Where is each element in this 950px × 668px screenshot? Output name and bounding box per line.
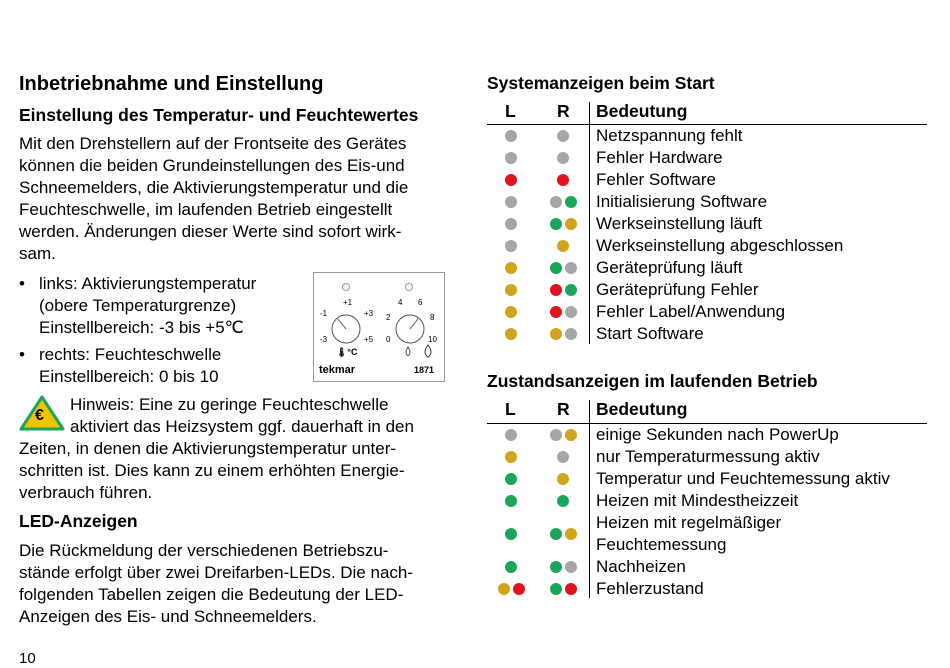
bullet-line: (obere Temperaturgrenze)	[39, 296, 237, 315]
left-yellow-led-icon	[505, 262, 517, 274]
intro-line: sam.	[19, 244, 56, 263]
left-green-led-icon	[505, 495, 517, 507]
dial-tick: 0	[386, 335, 391, 344]
right-grey-led-icon	[550, 196, 562, 208]
dial-tick: +1	[343, 298, 353, 307]
left-red-led-icon	[513, 583, 525, 595]
led-indicator-icon	[343, 284, 350, 291]
led-meaning: Fehler Hardware	[596, 148, 723, 167]
intro-line: Feuchteschwelle, im laufenden Betrieb eingestellt	[19, 200, 393, 219]
right-yellow-led-icon	[557, 240, 569, 252]
intro-line: werden. Änderungen dieser Werte sind sofort wirk-	[19, 222, 402, 241]
right-red-led-icon	[550, 284, 562, 296]
led-table-row	[487, 556, 927, 578]
left-red-led-icon	[505, 174, 517, 186]
bullet-line: links: Aktivierungstemperatur	[39, 274, 257, 293]
led-meaning: Werkseinstellung läuft	[596, 214, 762, 233]
led-table-row	[487, 147, 927, 169]
led-table-row	[487, 191, 927, 213]
led-paragraph	[19, 540, 454, 628]
led-meaning: nur Temperaturmessung aktiv	[596, 447, 820, 466]
table2-head-r: R	[557, 399, 570, 419]
left-grey-led-icon	[505, 130, 517, 142]
intro-paragraph	[19, 133, 454, 265]
led-table-row	[487, 235, 927, 257]
left-yellow-led-icon	[505, 306, 517, 318]
led-meaning: Netzspannung fehlt	[596, 126, 743, 145]
led-heading: LED-Anzeigen	[19, 511, 138, 531]
intro-line: Mit den Drehstellern auf der Frontseite des Gerätes	[19, 134, 407, 153]
led-line: stände erfolgt über zwei Dreifarben-LEDs. Die nach-	[19, 563, 414, 582]
table2-head-meaning: Bedeutung	[596, 399, 688, 419]
left-grey-led-icon	[505, 429, 517, 441]
intro-line: können die beiden Grundeinstellungen des Eis-und	[19, 156, 405, 175]
led-table-row	[487, 446, 927, 468]
right-red-led-icon	[557, 174, 569, 186]
notice-line: Zeiten, in denen die Aktivierungstemperatur unter-	[19, 439, 397, 458]
right-yellow-led-icon	[557, 473, 569, 485]
led-meaning: Geräteprüfung läuft	[596, 258, 743, 277]
led-table-row	[487, 424, 927, 446]
right-green-led-icon	[565, 284, 577, 296]
euro-symbol: €	[35, 407, 44, 424]
bullet-symbol: •	[19, 274, 25, 293]
led-meaning: Start Software	[596, 324, 704, 343]
brand-logo: tekmar	[319, 364, 356, 376]
right-yellow-led-icon	[565, 429, 577, 441]
bullet-right-dial	[19, 344, 309, 388]
page-number: 10	[19, 650, 36, 667]
led-meaning: Fehler Software	[596, 170, 716, 189]
right-grey-led-icon	[550, 429, 562, 441]
dial-tick: 10	[428, 335, 437, 344]
led-line: Anzeigen des Eis- und Schneemelders.	[19, 607, 317, 626]
led-meaning: Geräteprüfung Fehler	[596, 280, 759, 299]
dial-tick: +3	[364, 309, 374, 318]
model-number: 1871	[414, 365, 435, 375]
led-meaning: Heizen mit regelmäßiger	[596, 513, 782, 532]
led-table-row	[487, 468, 927, 490]
bullet-line: Einstellbereich: 0 bis 10	[39, 367, 219, 386]
left-grey-led-icon	[505, 152, 517, 164]
table1-head-l: L	[505, 101, 516, 121]
led-meaning: Nachheizen	[596, 557, 686, 576]
led-table-row	[487, 125, 927, 147]
bullet-symbol: •	[19, 345, 25, 364]
drop-small-icon	[406, 347, 410, 356]
right-green-led-icon	[565, 196, 577, 208]
right-yellow-led-icon	[565, 218, 577, 230]
table2-head-l: L	[505, 399, 516, 419]
led-table-row	[487, 578, 927, 600]
right-grey-led-icon	[565, 328, 577, 340]
led-table-row	[487, 512, 927, 556]
table2-title: Zustandsanzeigen im laufenden Betrieb	[487, 371, 818, 391]
page-title: Inbetriebnahme und Einstellung	[19, 73, 324, 95]
led-meaning: Temperatur und Feuchtemessung aktiv	[596, 469, 890, 488]
temperature-unit-label: 🌡°C	[336, 347, 358, 357]
led-indicator-icon	[406, 284, 413, 291]
bullet-line: rechts: Feuchteschwelle	[39, 345, 222, 364]
led-meaning: Werkseinstellung abgeschlossen	[596, 236, 844, 255]
right-red-led-icon	[550, 306, 562, 318]
left-green-led-icon	[505, 473, 517, 485]
notice-line: schritten ist. Dies kann zu einem erhöhten Energie-	[19, 461, 405, 480]
right-green-led-icon	[550, 218, 562, 230]
right-green-led-icon	[550, 561, 562, 573]
right-green-led-icon	[550, 262, 562, 274]
led-table-row	[487, 323, 927, 345]
led-table-row	[487, 490, 927, 512]
bullet-line: Einstellbereich: -3 bis +5℃	[39, 318, 244, 337]
right-grey-led-icon	[565, 262, 577, 274]
right-grey-led-icon	[557, 451, 569, 463]
right-grey-led-icon	[557, 152, 569, 164]
right-green-led-icon	[550, 528, 562, 540]
led-table-row	[487, 213, 927, 235]
section-subtitle: Einstellung des Temperatur- und Feuchtewertes	[19, 105, 419, 125]
left-yellow-led-icon	[498, 583, 510, 595]
led-table-row	[487, 169, 927, 191]
left-grey-led-icon	[505, 240, 517, 252]
led-meaning: einige Sekunden nach PowerUp	[596, 425, 839, 444]
led-meaning: Heizen mit Mindestheizzeit	[596, 491, 799, 510]
dial-tick: 8	[430, 313, 435, 322]
notice-line: aktiviert das Heizsystem ggf. dauerhaft in den	[70, 417, 414, 436]
led-table-row	[487, 279, 927, 301]
led-meaning: Fehlerzustand	[596, 579, 704, 598]
dial-tick: 4	[398, 298, 403, 307]
table1-head-r: R	[557, 101, 570, 121]
dial-illustration	[313, 272, 445, 382]
intro-line: Schneemelders, die Aktivierungstemperatur und die	[19, 178, 409, 197]
notice-line: Hinweis: Eine zu geringe Feuchteschwelle	[70, 395, 389, 414]
right-grey-led-icon	[557, 130, 569, 142]
led-line: Die Rückmeldung der verschiedenen Betriebszu-	[19, 541, 389, 560]
left-grey-led-icon	[505, 218, 517, 230]
notice-line: verbrauch führen.	[19, 483, 153, 502]
left-yellow-led-icon	[505, 284, 517, 296]
led-table-row	[487, 301, 927, 323]
right-grey-led-icon	[565, 306, 577, 318]
bullet-left-dial	[19, 273, 309, 339]
right-grey-led-icon	[565, 561, 577, 573]
right-yellow-led-icon	[550, 328, 562, 340]
table1-head-meaning: Bedeutung	[596, 101, 688, 121]
led-meaning: Initialisierung Software	[596, 192, 768, 211]
right-red-led-icon	[565, 583, 577, 595]
led-line: folgenden Tabellen zeigen die Bedeutung der LED-	[19, 585, 404, 604]
drop-large-icon	[425, 345, 431, 357]
right-yellow-led-icon	[565, 528, 577, 540]
dial-tick: -3	[320, 335, 328, 344]
led-table-row	[487, 257, 927, 279]
dial-tick: 2	[386, 313, 391, 322]
left-green-led-icon	[505, 561, 517, 573]
left-green-led-icon	[505, 528, 517, 540]
led-meaning: Fehler Label/Anwendung	[596, 302, 786, 321]
right-green-led-icon	[557, 495, 569, 507]
dial-tick: 6	[418, 298, 423, 307]
dial-tick: -1	[320, 309, 328, 318]
table1-title: Systemanzeigen beim Start	[487, 73, 715, 93]
left-yellow-led-icon	[505, 451, 517, 463]
led-meaning: Feuchtemessung	[596, 535, 727, 554]
right-green-led-icon	[550, 583, 562, 595]
dial-tick: +5	[364, 335, 374, 344]
left-grey-led-icon	[505, 196, 517, 208]
left-yellow-led-icon	[505, 328, 517, 340]
euro-warning-icon	[19, 395, 65, 431]
